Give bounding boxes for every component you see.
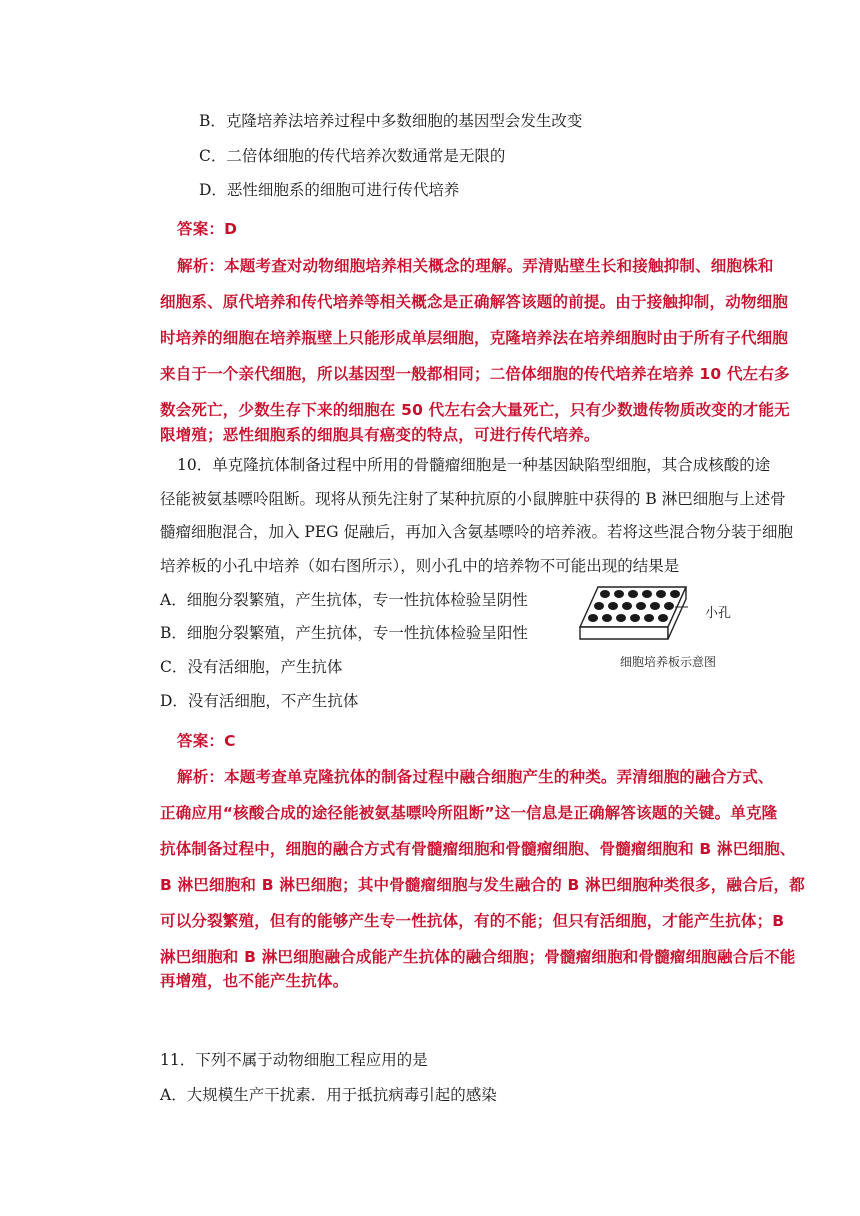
q9-analysis-line-4: 来自于一个亲代细胞，所以基因型一般都相同；二倍体细胞的传代培养在培养 10 代左右多: [160, 365, 790, 383]
figure-caption: 细胞培养板示意图: [620, 655, 717, 669]
q9-option-b: B．克隆培养法培养过程中多数细胞的基因型会发生改变: [199, 112, 583, 130]
figure-well-label: 小孔: [705, 606, 732, 621]
q11-stem: 11．下列不属于动物细胞工程应用的是: [160, 1051, 428, 1069]
q10-option-d: D．没有活细胞，不产生抗体: [160, 692, 359, 710]
q10-analysis-line-4: B 淋巴细胞和 B 淋巴细胞；其中骨髓瘤细胞与发生融合的 B 淋巴细胞种类很多，融合后，都: [160, 876, 805, 894]
q10-stem-line-3: 髓瘤细胞混合，加入 PEG 促融后，再加入含氨基嘌呤的培养液。若将这些混合物分装于细胞: [160, 523, 793, 541]
culture-plate-illustration: [578, 583, 688, 653]
cell-culture-plate-figure: [578, 583, 748, 678]
q9-analysis-line-5: 数会死亡，少数生存下来的细胞在 50 代左右会大量死亡，只有少数遗传物质改变的才能无: [160, 401, 790, 419]
q11-option-a: A．大规模生产干扰素．用于抵抗病毒引起的感染: [160, 1086, 497, 1104]
q10-stem-line-2: 径能被氨基嘌呤阻断。现将从预先注射了某种抗原的小鼠脾脏中获得的 B 淋巴细胞与上述骨: [160, 490, 786, 508]
q10-analysis-line-6: 淋巴细胞和 B 淋巴细胞融合成能产生抗体的融合细胞；骨髓瘤细胞和骨髓瘤细胞融合后不能: [160, 948, 796, 966]
q9-option-c: C．二倍体细胞的传代培养次数通常是无限的: [199, 147, 506, 165]
q9-option-d: D．恶性细胞系的细胞可进行传代培养: [199, 181, 460, 199]
q10-analysis-line-3: 抗体制备过程中，细胞的融合方式有骨髓瘤细胞和骨髓瘤细胞、骨髓瘤细胞和 B 淋巴细胞、: [160, 840, 796, 858]
q10-stem-line-1: 10．单克隆抗体制备过程中所用的骨髓瘤细胞是一种基因缺陷型细胞，其合成核酸的途: [177, 456, 771, 474]
q10-option-c: C．没有活细胞，产生抗体: [160, 658, 343, 676]
q10-analysis-line-7: 再增殖，也不能产生抗体。: [160, 972, 349, 990]
q9-analysis-line-2: 细胞系、原代培养和传代培养等相关概念是正确解答该题的前提。由于接触抑制，动物细胞: [160, 293, 789, 311]
q10-option-b: B．细胞分裂繁殖，产生抗体，专一性抗体检验呈阳性: [160, 624, 528, 642]
q10-stem-line-4: 培养板的小孔中培养（如右图所示），则小孔中的培养物不可能出现的结果是: [160, 557, 680, 575]
q9-analysis-line-1: 解析：本题考查对动物细胞培养相关概念的理解。弄清贴壁生长和接触抑制、细胞株和: [177, 257, 774, 275]
q10-option-a: A．细胞分裂繁殖，产生抗体，专一性抗体检验呈阴性: [160, 591, 528, 609]
q10-analysis-line-2: 正确应用“核酸合成的途径能被氨基嘌呤所阻断”这一信息是正确解答该题的关键。单克隆: [160, 804, 778, 822]
plate-front-face: [580, 627, 668, 639]
q9-answer: 答案：D: [177, 220, 238, 238]
q10-analysis-line-5: 可以分裂繁殖，但有的能够产生专一性抗体，有的不能；但只有活细胞，才能产生抗体；B: [160, 912, 785, 930]
q9-analysis-line-6: 限增殖；恶性细胞系的细胞具有癌变的特点，可进行传代培养。: [160, 426, 600, 444]
q9-analysis-line-3: 时培养的细胞在培养瓶壁上只能形成单层细胞，克隆培养法在培养细胞时由于所有子代细胞: [160, 329, 789, 347]
q10-analysis-line-1: 解析：本题考查单克隆抗体的制备过程中融合细胞产生的种类。弄清细胞的融合方式、: [177, 768, 774, 786]
q10-answer: 答案：C: [177, 732, 236, 750]
